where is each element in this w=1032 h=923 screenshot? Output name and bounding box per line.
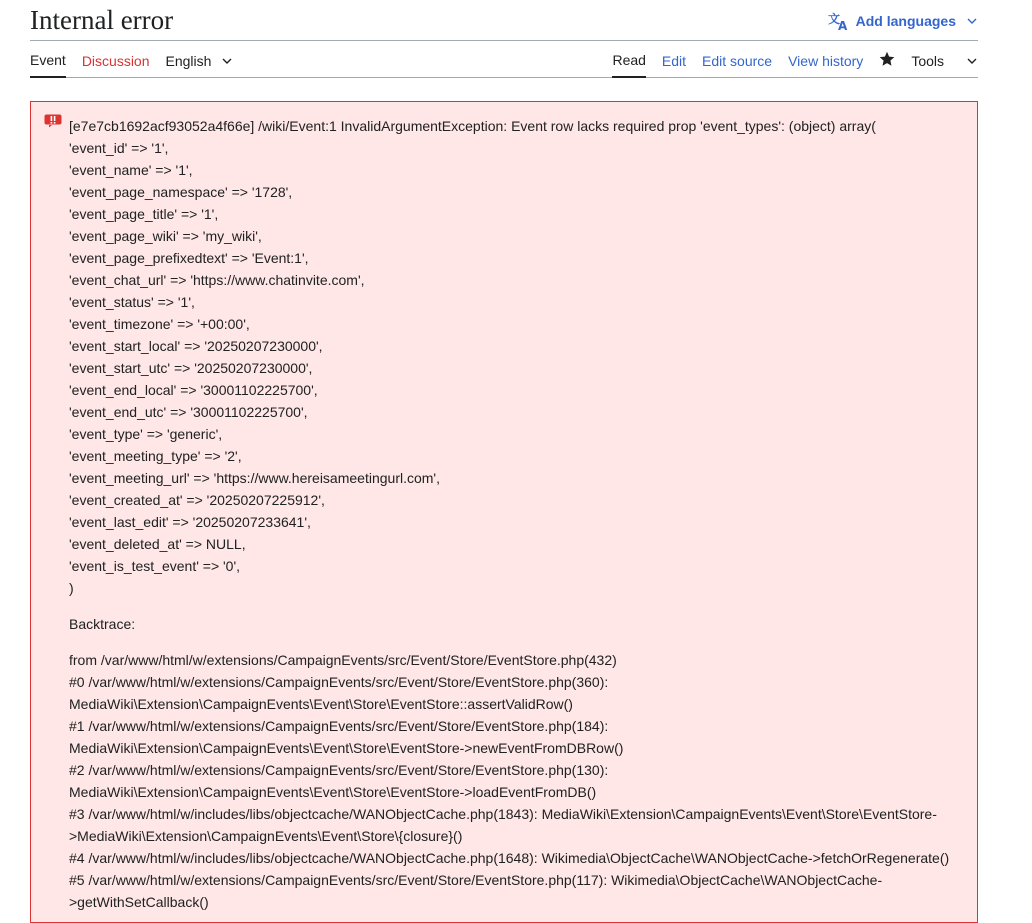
tools-label: Tools (911, 52, 944, 69)
tab-event[interactable]: Event (30, 41, 66, 78)
backtrace-line: #1 /var/www/html/w/extensions/CampaignEvents/src/Event/Store/EventStore.php(184): MediaWiki\Extension\CampaignEvents\Event\Store\EventStore->newEventFromDBRow() (69, 718, 624, 756)
error-fields (69, 137, 957, 599)
error-field-line: 'event_end_utc' => '30001102225700', (69, 404, 308, 420)
error-field-line: 'event_end_local' => '30001102225700', (69, 382, 318, 398)
svg-text:A: A (837, 19, 847, 31)
error-field-line: 'event_page_wiki' => 'my_wiki', (69, 228, 262, 244)
chevron-down-icon (966, 55, 978, 67)
error-field-line: 'event_start_local' => '20250207230000', (69, 338, 323, 354)
language-variant-label: English (165, 52, 212, 69)
page-title: Internal error (30, 5, 174, 35)
error-field-line: 'event_created_at' => '20250207225912', (69, 492, 325, 508)
tools-dropdown[interactable] (911, 41, 978, 77)
star-icon (879, 51, 895, 67)
backtrace-label: Backtrace: (69, 616, 136, 632)
backtrace-line: #5 /var/www/html/w/extensions/CampaignEvents/src/Event/Store/EventStore.php(117): Wikimedia\ObjectCache\WANObjectCache->getWithSetCallback() (69, 872, 883, 910)
error-field-line: 'event_meeting_url' => 'https://www.hereisameetingurl.com', (69, 470, 440, 486)
error-field-line: 'event_timezone' => '+00:00', (69, 316, 250, 332)
tab-view-history[interactable]: View history (788, 52, 864, 69)
namespace-tabs (30, 41, 249, 77)
page-header (30, 0, 978, 41)
add-languages-button[interactable] (828, 10, 978, 32)
error-field-line: 'event_page_namespace' => '1728', (69, 184, 293, 200)
error-field-line: 'event_name' => '1', (69, 162, 193, 178)
tab-discussion[interactable]: Discussion (81, 52, 150, 69)
language-variant-dropdown[interactable] (166, 41, 234, 77)
error-field-line: 'event_id' => '1', (69, 140, 169, 156)
backtrace-line: #3 /var/www/html/w/includes/libs/objectcache/WANObjectCache.php(1843): MediaWiki\Extension\CampaignEvents\Event\Store\EventStore->MediaWiki\Extension\CampaignEvents\Event\Store\{closure}() (69, 806, 937, 844)
error-close-paren: ) (69, 580, 74, 596)
error-field-line: 'event_page_title' => '1', (69, 206, 219, 222)
error-field-line: 'event_last_edit' => '20250207233641', (69, 514, 311, 530)
backtrace-line: #4 /var/www/html/w/includes/libs/objectcache/WANObjectCache.php(1648): Wikimedia\ObjectCache\WANObjectCache->fetchOrRegenerate() (69, 850, 950, 866)
svg-text:文: 文 (827, 12, 840, 26)
error-field-line: 'event_start_utc' => '20250207230000', (69, 360, 313, 376)
page-tabs (30, 41, 978, 78)
error-field-line: 'event_meeting_type' => '2', (69, 448, 242, 464)
watch-star-button[interactable] (879, 41, 895, 77)
error-field-line: 'event_page_prefixedtext' => 'Event:1', (69, 250, 309, 266)
error-field-line: 'event_deleted_at' => NULL, (69, 536, 246, 552)
backtrace-line: from /var/www/html/w/extensions/CampaignEvents/src/Event/Store/EventStore.php(432) (69, 652, 617, 668)
error-header: [e7e7cb1692acf93052a4f66e] /wiki/Event:1 InvalidArgumentException: Event row lacks required prop 'event_types': (object) array( (69, 118, 876, 134)
page-container (30, 0, 978, 910)
tab-read[interactable]: Read (612, 41, 645, 78)
tab-edit-source[interactable]: Edit source (702, 52, 773, 69)
error-field-line: 'event_chat_url' => 'https://www.chatinvite.com', (69, 272, 365, 288)
error-message-box (30, 101, 978, 923)
translate-icon (828, 11, 850, 31)
backtrace-list (69, 649, 957, 913)
backtrace-line: #0 /var/www/html/w/extensions/CampaignEvents/src/Event/Store/EventStore.php(360): MediaWiki\Extension\CampaignEvents\Event\Store\EventStore::assertValidRow() (69, 674, 609, 712)
chevron-down-icon (221, 55, 233, 67)
error-field-line: 'event_status' => '1', (69, 294, 195, 310)
backtrace-line: #2 /var/www/html/w/extensions/CampaignEvents/src/Event/Store/EventStore.php(130): MediaWiki\Extension\CampaignEvents\Event\Store\EventStore->loadEventFromDB() (69, 762, 609, 800)
error-content (69, 115, 957, 913)
view-tabs (596, 41, 978, 77)
error-field-line: 'event_is_test_event' => '0', (69, 558, 241, 574)
chevron-down-icon (966, 15, 978, 27)
error-field-line: 'event_type' => 'generic', (69, 426, 223, 442)
add-languages-label: Add languages (855, 13, 956, 29)
error-icon (44, 114, 62, 128)
tab-edit[interactable]: Edit (661, 52, 687, 69)
